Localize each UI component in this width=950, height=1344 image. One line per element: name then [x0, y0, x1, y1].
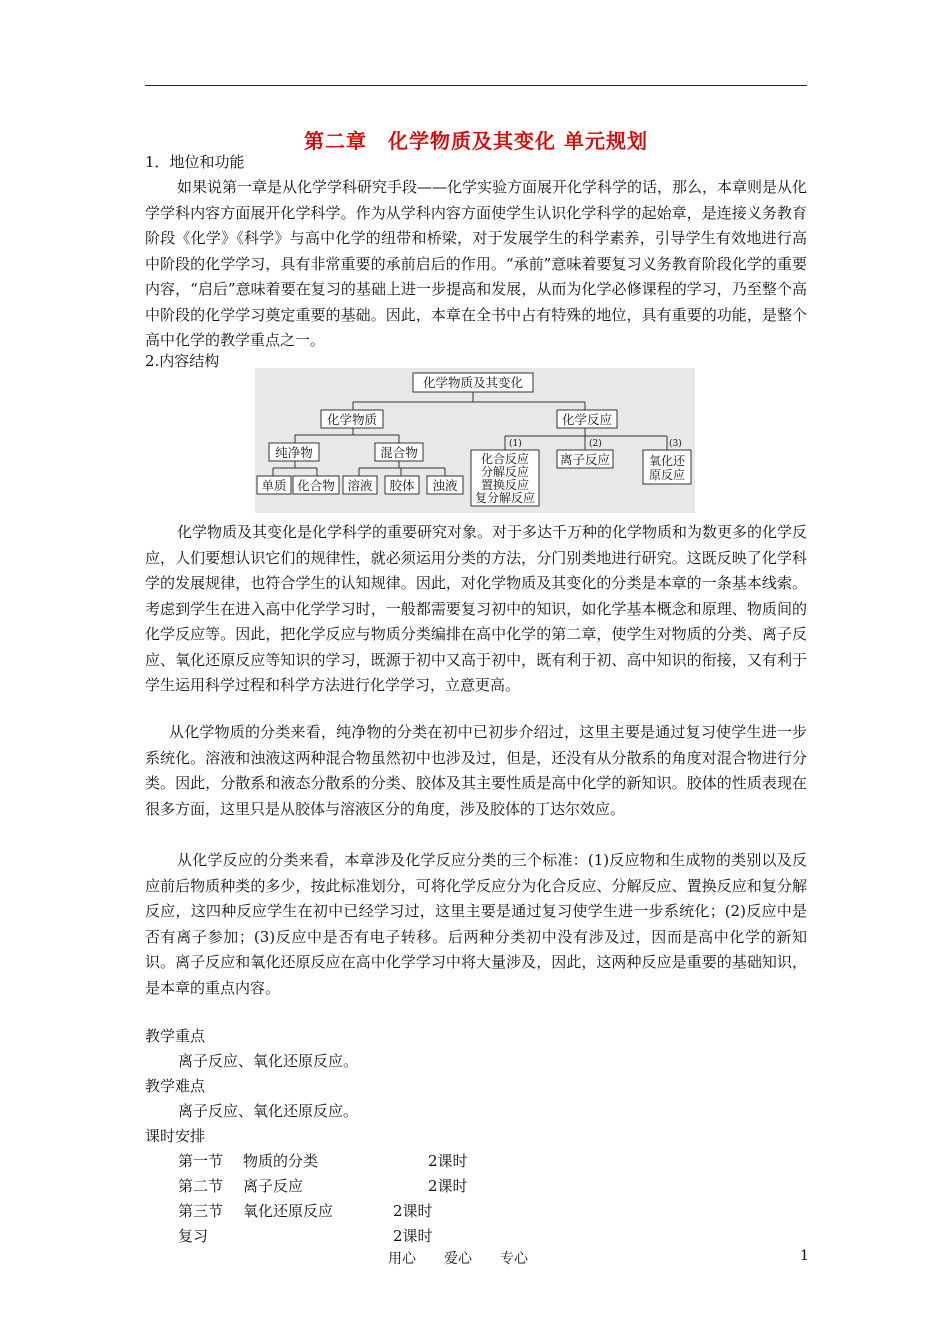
schedule-row — [178, 1149, 578, 1173]
section2-paragraph-3: 从化学反应的分类来看，本章涉及化学反应分类的三个标准：(1)反应物和生成物的类别以及反应前后物质种类的多少，按此标准划分，可将化学反应分为化合反应、分解反应、置换反应和复分解反应，这四种反应学生在初中已经学习过，这里主要是通过复习使学生进一步系统化；(2)反应中是否有离子参加；(3)反应中是否有电子转移。后两种分类初中没有涉及过，因而是高中化学的新知识。离子反应和氧化还原反应在高中化学学习中将大量涉及，因此，这两种反应是重要的基础知识，是本章的重点内容。 — [145, 851, 807, 997]
diagram-root: 化学物质及其变化 — [422, 375, 524, 390]
diagram-marker-3: (3) — [669, 439, 682, 449]
diagram-double-decomposition-reaction: 复分解反应 — [474, 491, 536, 505]
diagram-reaction: 化学反应 — [561, 412, 613, 427]
schedule-topic: 物质的分类 — [243, 1152, 319, 1170]
difficult-points-content: 离子反应、氧化还原反应。 — [178, 1102, 359, 1120]
footer-motto: 用心 爱心 专心 — [388, 1251, 528, 1267]
diagram-suspension: 浊液 — [432, 478, 458, 493]
page-number: 1 — [800, 1248, 809, 1264]
schedule-section: 第三节 — [178, 1202, 224, 1220]
schedule-label: 课时安排 — [145, 1127, 206, 1145]
diagram-colloid: 胶体 — [389, 478, 415, 493]
schedule-row — [178, 1199, 578, 1223]
schedule-row — [178, 1224, 578, 1248]
schedule-hours: 2课时 — [393, 1202, 433, 1220]
diagram-pure: 纯净物 — [275, 445, 313, 460]
schedule-section: 复习 — [178, 1227, 209, 1245]
section2-heading: 2.内容结构 — [145, 352, 220, 370]
header-rule — [145, 85, 807, 86]
diagram-compound: 化合物 — [297, 478, 335, 493]
diagram-ionic-reaction: 离子反应 — [559, 452, 611, 467]
section1-paragraph: 如果说第一章是从化学学科研究手段——化学实验方面展开化学科学的话，那么，本章则是从化学学科内容方面展开化学科学。作为从学科内容方面使学生认识化学科学的起始章，是连接义务教育阶段《化学》《科学》与高中化学的纽带和桥梁，对于发展学生的科学素养，引导学生有效地进行高中阶段的化学学习，具有非常重要的承前启后的作用。“承前”意味着要复习义务教育阶段化学的重要内容，“启后”意味着要在复习的基础上进一步提高和发展，从而为化学必修课程的学习，乃至整个高中阶段的化学学习奠定重要的基础。因此，本章在全书中占有特殊的地位，具有重要的功能，是整个高中化学的教学重点之一。 — [145, 178, 808, 349]
difficult-points-label: 教学难点 — [145, 1077, 206, 1095]
schedule-hours: 2课时 — [428, 1177, 468, 1195]
key-points-content: 离子反应、氧化还原反应。 — [178, 1052, 359, 1070]
diagram-marker-1: (1) — [509, 439, 522, 449]
diagram-solution: 溶液 — [347, 478, 373, 493]
content-structure-diagram — [255, 368, 695, 513]
section2-paragraph-1: 化学物质及其变化是化学科学的重要研究对象。对于多达千万种的化学物质和为数更多的化学反应，人们要想认识它们的规律性，就必须运用分类的方法，分门别类地进行研究。这既反映了化学科学的发展规律，也符合学生的认知规律。因此，对化学物质及其变化的分类是本章的一条基本线索。考虑到学生在进入高中化学学习时，一般都需要复习初中的知识，如化学基本概念和原理、物质间的化学反应等。因此，把化学反应与物质分类编排在高中化学的第二章，使学生对物质的分类、离子反应、氧化还原反应等知识的学习，既源于初中又高于初中，既有利于初、高中知识的衔接，又有利于学生运用科学过程和科学方法进行化学学习，立意更高。 — [145, 523, 808, 694]
schedule-row — [178, 1174, 578, 1198]
schedule-section: 第二节 — [178, 1177, 224, 1195]
diagram-redox-line2: 原反应 — [648, 468, 686, 482]
diagram-mixture: 混合物 — [380, 445, 418, 460]
page-title: 第二章 化学物质及其变化 单元规划 — [304, 129, 648, 153]
diagram-decomposition-reaction: 分解反应 — [480, 465, 530, 479]
diagram-marker-2: (2) — [589, 439, 602, 449]
diagram-element: 单质 — [261, 478, 287, 493]
section1-heading: 1．地位和功能 — [145, 153, 245, 171]
diagram-redox-line1: 氧化还 — [648, 454, 686, 468]
schedule-topic: 离子反应 — [243, 1177, 304, 1195]
schedule-hours: 2课时 — [428, 1152, 468, 1170]
diagram-displacement-reaction: 置换反应 — [480, 478, 530, 492]
section2-paragraph-2: 从化学物质的分类来看，纯净物的分类在初中已初步介绍过，这里主要是通过复习使学生进一步系统化。溶液和浊液这两种混合物虽然初中也涉及过，但是，还没有从分散系的角度对混合物进行分类。因此，分散系和液态分散系的分类、胶体及其主要性质是高中化学的新知识。胶体的性质表现在很多方面，这里只是从胶体与溶液区分的角度，涉及胶体的丁达尔效应。 — [145, 723, 807, 818]
schedule-hours: 2课时 — [393, 1227, 433, 1245]
schedule-section: 第一节 — [178, 1152, 224, 1170]
diagram-matter: 化学物质 — [326, 412, 378, 427]
schedule-topic: 氧化还原反应 — [243, 1202, 334, 1220]
key-points-label: 教学重点 — [145, 1027, 206, 1045]
diagram-combination-reaction: 化合反应 — [480, 452, 530, 466]
